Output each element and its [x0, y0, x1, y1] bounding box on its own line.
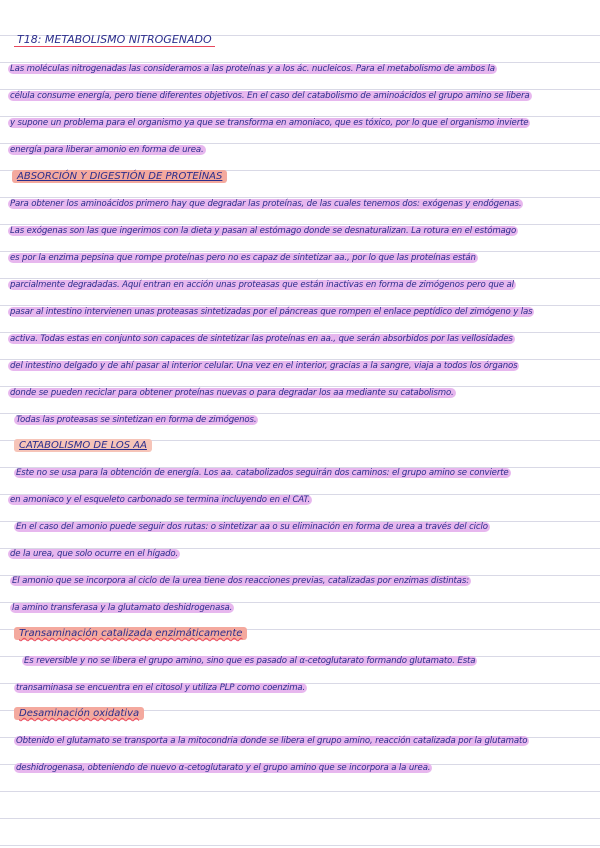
- section4-line-1: Obtenido el glutamato se transporta a la mitocondria donde se libera el grupo amino, reacción catalizada por la glutamato: [16, 736, 528, 746]
- section2-line-5: El amonio que se incorpora al ciclo de la urea tiene dos reacciones previas, catalizadas por enzimas distintas:: [12, 576, 469, 586]
- section3-line-2: transaminasa se encuentra en el citosol y utiliza PLP como coenzima.: [16, 683, 306, 693]
- section1-line-8: donde se pueden reciclar para obtener proteínas nuevas o para degradar los aa mediante su catabolismo.: [10, 388, 454, 398]
- section1-line-2: Las exógenas son las que ingerimos con la dieta y pasan al estómago donde se desnaturalizan. La rotura en el estómago: [10, 226, 517, 236]
- section-heading-transamination: Transaminación catalizada enzimáticamente: [14, 627, 247, 640]
- intro-line-2: célula consume energía, pero tiene diferentes objetivos. En el caso del catabolismo de aminoácidos el grupo amino se libera: [10, 91, 530, 101]
- section2-line-6: la amino transferasa y la glutamato deshidrogenasa.: [12, 603, 233, 613]
- page-title: T18: METABOLISMO NITROGENADO: [14, 33, 215, 47]
- section2-line-2: en amoniaco y el esqueleto carbonado se termina incluyendo en el CAT.: [10, 495, 311, 505]
- section-heading-catabolism: CATABOLISMO DE LOS AA: [14, 439, 152, 452]
- section2-line-4: de la urea, que solo ocurre en el hígado.: [10, 549, 179, 559]
- section2-line-3: En el caso del amonio puede seguir dos rutas: o sintetizar aa o su eliminación en forma de urea a través del ciclo: [16, 522, 488, 532]
- section1-note: Todas las proteasas se sintetizan en forma de zimógenos.: [16, 415, 257, 425]
- section1-line-5: pasar al intestino intervienen unas proteasas sintetizadas por el páncreas que rompen el enlace peptídico del zimógeno y las: [10, 307, 533, 317]
- section1-line-3: es por la enzima pepsina que rompe proteínas pero no es capaz de sintetizar aa., por lo que las proteínas están: [10, 253, 476, 263]
- section-heading-deamination: Desaminación oxidativa: [14, 707, 144, 720]
- intro-line-3: y supone un problema para el organismo ya que se transforma en amoniaco, que es tóxico, por lo que el organismo invierte: [10, 118, 529, 128]
- section1-line-6: activa. Todas estas en conjunto son capaces de sintetizar las proteínas en aa., que serán absorbidos por las vellosidades: [10, 334, 513, 344]
- section3-line-1: Es reversible y no se libera el grupo amino, sino que es pasado al α-cetoglutarato formando glutamato. Esta: [24, 656, 476, 666]
- intro-line-1: Las moléculas nitrogenadas las consideramos a las proteínas y a los ác. nucleicos. Para el metabolismo de ambos la: [10, 64, 495, 74]
- section-heading-absorption: ABSORCIÓN Y DIGESTIÓN DE PROTEÍNAS: [12, 170, 227, 183]
- section1-line-1: Para obtener los aminoácidos primero hay que degradar las proteínas, de las cuales tenemos dos: exógenas y endógenas.: [10, 199, 522, 209]
- section1-line-4: parcialmente degradadas. Aquí entran en acción unas proteasas que están inactivas en forma de zimógenos pero que al: [10, 280, 514, 290]
- section2-line-1: Este no se usa para la obtención de energía. Los aa. catabolizados seguirán dos caminos: el grupo amino se convierte: [16, 468, 509, 478]
- section1-line-7: del intestino delgado y de ahí pasar al interior celular. Una vez en el interior, gracias a la sangre, viaja a todos los órganos: [10, 361, 518, 371]
- intro-line-4: energía para liberar amonio en forma de urea.: [10, 145, 204, 155]
- section4-line-2: deshidrogenasa, obteniendo de nuevo α-cetoglutarato y el grupo amino que se incorpora a la urea.: [16, 763, 431, 773]
